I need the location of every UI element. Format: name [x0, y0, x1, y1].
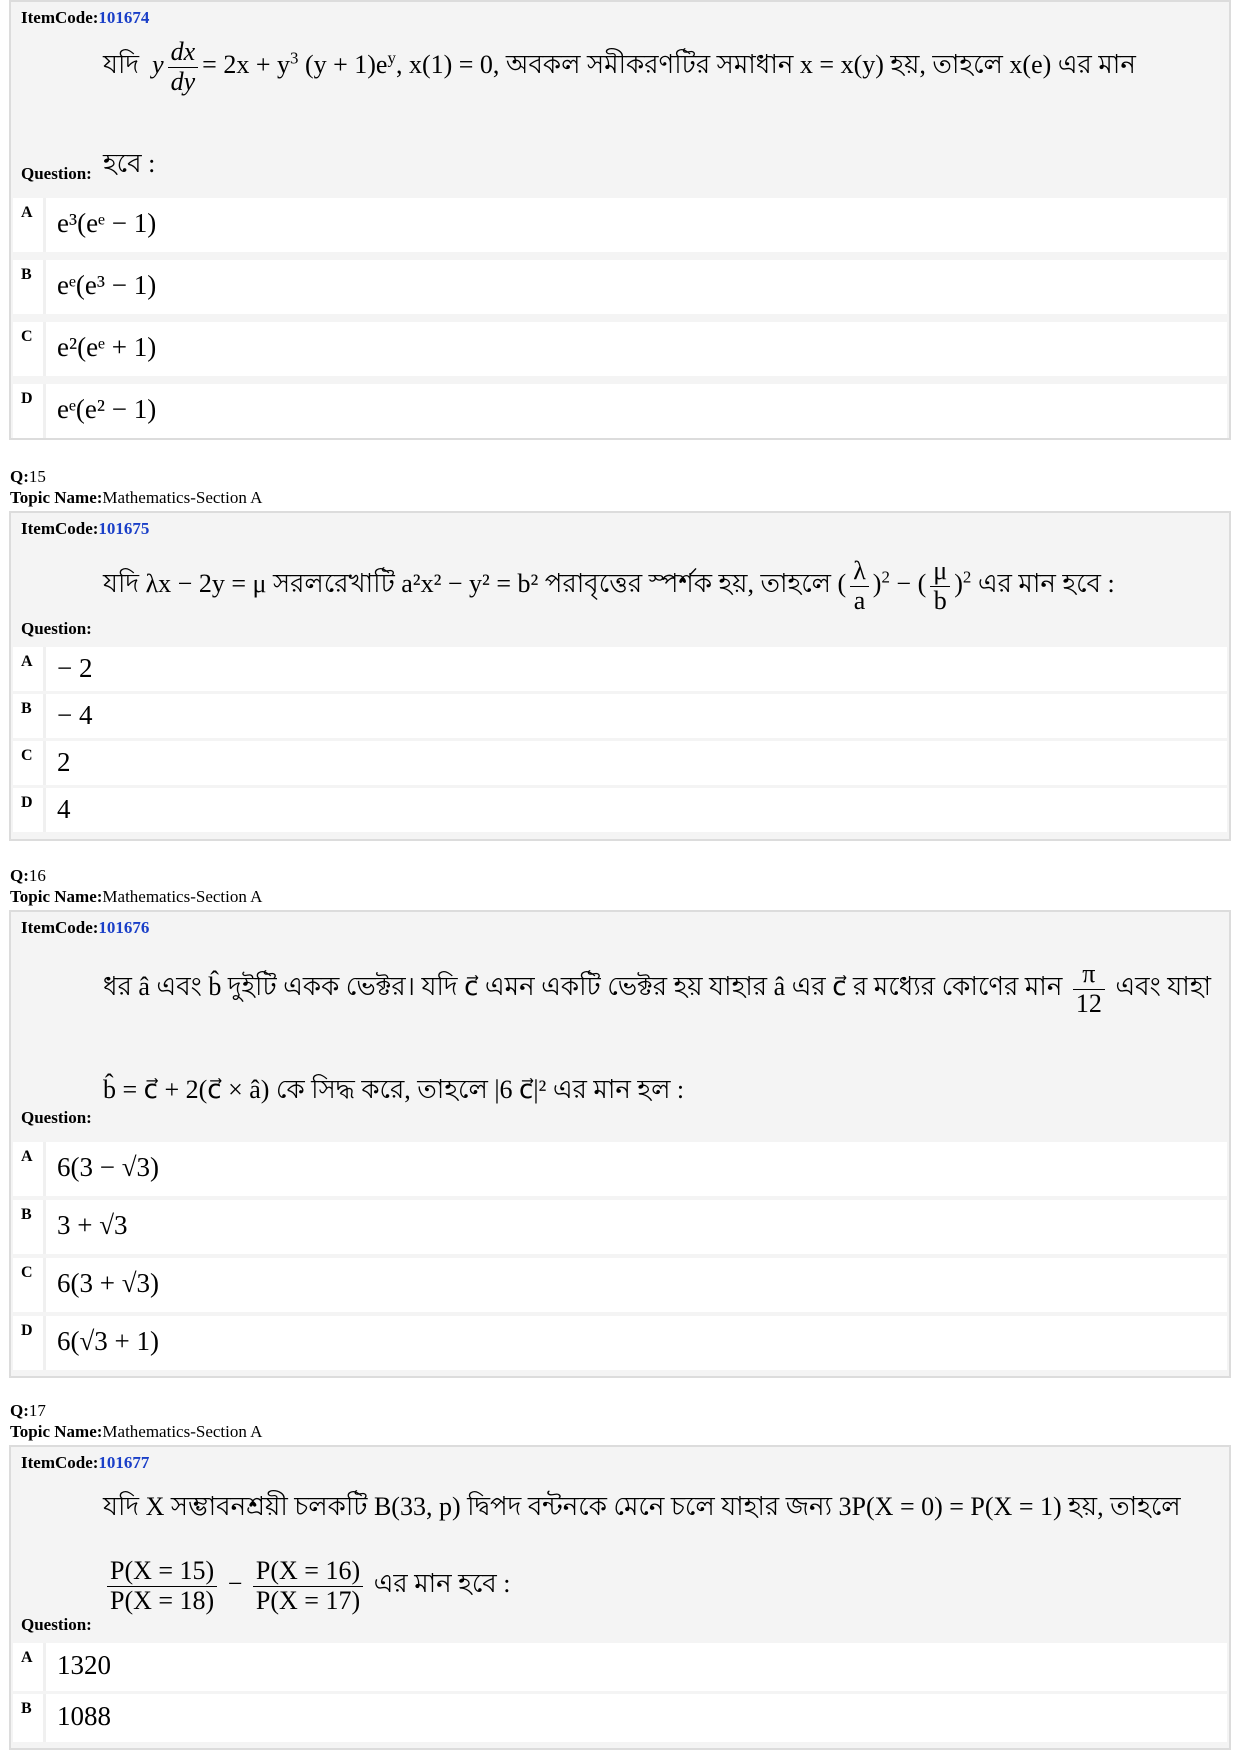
- option-value: eᵉ(e³ − 1): [57, 270, 157, 300]
- question-label: Question:: [21, 1615, 92, 1634]
- question-text-line1: ধর â এবং b̂ দুইটি একক ভেক্টর। যদি c⃗ এমন একটি ভেক্টর হয় যাহার â এর c⃗ র মধ্যের কোণের মান $\frac{\pi}{12}$ এবং যাহা: [103, 959, 1212, 1018]
- option-value: − 4: [57, 700, 93, 730]
- question-text-line2: $\frac{P(X = 15)}{P(X = 18)}$ − $\frac{P(X = 16)}{P(X = 17)}$ এর মান হবে :: [103, 1557, 511, 1615]
- option-letter: A: [21, 653, 33, 670]
- question-text: যদি λx − 2y = μ সরলরেখাটি a²x² − y² = b² পরাবৃত্তের স্পর্শক হয়, তাহলে ( $\frac{\lambda}{a}$ )$^2$ − ( $\frac{\mu}{b}$ )$^2$ এর মান হবে :: [103, 556, 1115, 615]
- option-value: 2: [57, 747, 71, 777]
- option-letter: A: [21, 1649, 33, 1666]
- option-c[interactable]: [13, 1258, 1227, 1312]
- option-d[interactable]: [13, 788, 1227, 832]
- option-letter: C: [21, 1264, 33, 1281]
- option-letter: C: [21, 328, 33, 345]
- option-letter: A: [21, 1148, 33, 1165]
- topic-name: Topic Name:Mathematics-Section A: [10, 887, 263, 906]
- option-b[interactable]: [13, 1694, 1227, 1742]
- option-letter: B: [21, 266, 32, 283]
- topic-name: Topic Name:Mathematics-Section A: [10, 488, 263, 507]
- question-text-line1: যদি y $\frac{dx}{dy}$ = $2x + y^3$ $(y + 1)e^y$, x(1) = 0, অবকল সমীকরণটির সমাধান x = x(y) হয়, তাহলে x(e) এর মান: [103, 37, 1136, 96]
- math-lhs: y $\frac{dx}{dy}$: [146, 50, 203, 79]
- option-d[interactable]: [13, 1316, 1227, 1370]
- option-a[interactable]: [13, 198, 1227, 252]
- option-b[interactable]: [13, 260, 1227, 314]
- option-letter: A: [21, 204, 33, 221]
- option-letter: B: [21, 1206, 32, 1223]
- option-a[interactable]: [13, 647, 1227, 691]
- question-text-line1: যদি X সম্ভাবনশ্রয়ী চলকটি B(33, p) দ্বিপদ বন্টনকে মেনে চলে যাহার জন্য 3P(X = 0) = P(X = 1) হয়, তাহলে: [103, 1492, 1181, 1521]
- option-value: eᵉ(e² − 1): [57, 394, 157, 424]
- item-code: ItemCode:101674: [21, 8, 150, 27]
- math-rhs: = $2x + y^3$ $(y + 1)e^y$, x(1) = 0: [202, 48, 493, 80]
- question-label: Question:: [21, 619, 92, 638]
- option-letter: B: [21, 700, 32, 717]
- option-value: e²(eᵉ + 1): [57, 332, 157, 362]
- option-value: e³(eᵉ − 1): [57, 208, 157, 238]
- option-value: 4: [57, 794, 71, 824]
- option-c[interactable]: [13, 741, 1227, 785]
- option-value: 6(√3 + 1): [57, 1326, 160, 1356]
- question-number: Q:16: [10, 866, 46, 885]
- option-letter: C: [21, 747, 33, 764]
- option-value: 3 + √3: [57, 1210, 128, 1240]
- option-letter: D: [21, 390, 33, 407]
- option-a[interactable]: [13, 1643, 1227, 1691]
- question-panel-16: [9, 910, 1231, 1378]
- math-expression: ( $\frac{\lambda}{a}$ )$^2$ − ( $\frac{\mu}{b}$ )$^2$: [837, 556, 972, 615]
- question-number: Q:15: [10, 467, 46, 486]
- option-value: 1320: [57, 1650, 111, 1680]
- item-code: ItemCode:101675: [21, 519, 150, 538]
- option-value: 6(3 + √3): [57, 1268, 160, 1298]
- item-code: ItemCode:101677: [21, 1453, 150, 1472]
- topic-name: Topic Name:Mathematics-Section A: [10, 1422, 263, 1441]
- option-value: 1088: [57, 1701, 111, 1731]
- math-fraction-2: $\frac{P(X = 16)}{P(X = 17)}$: [253, 1557, 363, 1615]
- option-b[interactable]: [13, 694, 1227, 738]
- option-c[interactable]: [13, 322, 1227, 376]
- question-text-line2: হবে :: [103, 149, 156, 178]
- question-panel-17: [9, 1445, 1231, 1750]
- option-a[interactable]: [13, 1142, 1227, 1196]
- math-fraction: $\frac{\pi}{12}$: [1073, 960, 1105, 1018]
- question-text-line2: b̂ = c⃗ + 2(c⃗ × â) কে সিদ্ধ করে, তাহলে |6 c⃗|² এর মান হল :: [103, 1075, 685, 1104]
- math-expression: |6 c⃗|²: [494, 1075, 547, 1104]
- question-number: Q:17: [10, 1401, 46, 1420]
- option-letter: D: [21, 1322, 33, 1339]
- option-letter: B: [21, 1700, 32, 1717]
- question-label: Question:: [21, 1108, 92, 1127]
- question-panel-15: [9, 511, 1231, 841]
- option-letter: D: [21, 794, 33, 811]
- option-value: − 2: [57, 653, 93, 683]
- question-panel-14: [9, 0, 1231, 440]
- option-d[interactable]: [13, 384, 1227, 438]
- item-code: ItemCode:101676: [21, 918, 150, 937]
- question-label: Question:: [21, 164, 92, 183]
- math-fraction-1: $\frac{P(X = 15)}{P(X = 18)}$: [107, 1557, 217, 1615]
- option-value: 6(3 − √3): [57, 1152, 160, 1182]
- option-b[interactable]: [13, 1200, 1227, 1254]
